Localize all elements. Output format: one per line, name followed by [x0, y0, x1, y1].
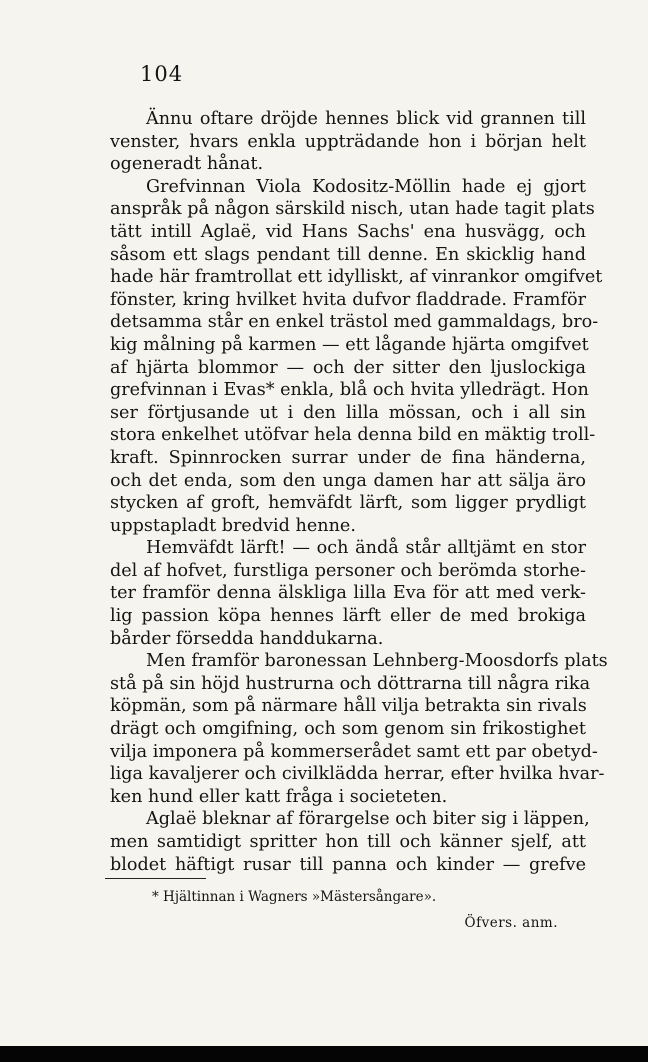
- text-line: stycken af groft, hemväfdt lärft, som ligger prydligt: [110, 493, 586, 514]
- text-line: kraft. Spinnrocken surrar under de fina händerna,: [110, 447, 586, 468]
- text-line: uppstapladt bredvid henne.: [110, 515, 356, 536]
- text-line: detsamma står en enkel trästol med gammaldags, bro-: [110, 312, 599, 333]
- text-line: tätt intill Aglaë, vid Hans Sachs' ena husvägg, och: [110, 221, 586, 242]
- text-line: ogeneradt hånat.: [110, 154, 264, 175]
- translator-note: Öfvers. anm.: [464, 915, 558, 931]
- text-line: af hjärta blommor — och der sitter den ljuslockiga: [110, 357, 586, 378]
- text-line: stora enkelhet utöfvar hela denna bild en mäktig troll-: [110, 425, 596, 446]
- scan-bottom-edge: [0, 1046, 648, 1062]
- text-line: anspråk på någon särskild nisch, utan hade tagit plats: [110, 199, 595, 220]
- text-line: Aglaë bleknar af förargelse och biter sig i läppen,: [146, 809, 590, 830]
- text-line: kig målning på karmen — ett lågande hjärta omgifvet: [110, 334, 589, 355]
- body-text: [110, 108, 608, 876]
- text-line: lig passion köpa hennes lärft eller de med brokiga: [110, 606, 586, 627]
- text-line: stå på sin höjd hustrurna och döttrarna till några rika: [110, 673, 591, 694]
- footnote-divider: [105, 878, 206, 879]
- text-line: grefvinnan i Evas* enkla, blå och hvita ylledrägt. Hon: [110, 380, 589, 401]
- text-line: blodet häftigt rusar till panna och kinder — grefve: [110, 854, 586, 875]
- text-line: Men framför baronessan Lehnberg-Moosdorfs plats: [146, 651, 608, 672]
- text-line: liga kavaljerer och civilklädda herrar, efter hvilka hvar-: [110, 764, 605, 785]
- text-line: Grefvinnan Viola Kodositz-Möllin hade ej gjort: [146, 176, 586, 197]
- text-line: bårder försedda handdukarna.: [110, 628, 384, 649]
- text-line: men samtidigt spritter hon till och känner sjelf, att: [110, 832, 586, 852]
- footnote: * Hjältinnan i Wagners »Mästersångare».: [152, 889, 437, 905]
- text-line: drägt och omgifning, och som genom sin frikostighet: [110, 719, 586, 740]
- text-line: venster, hvars enkla uppträdande hon i början helt: [110, 131, 586, 152]
- text-line: Hemväfdt lärft! — och ändå står alltjämt en stor: [146, 538, 586, 559]
- text-line: fönster, kring hvilket hvita dufvor fladdrade. Framför: [110, 289, 586, 310]
- text-line: del af hofvet, furstliga personer och berömda storhe-: [110, 560, 586, 581]
- text-line: såsom ett slags pendant till denne. En skicklig hand: [110, 244, 586, 265]
- text-line: vilja imponera på kommerserådet samt ett par obetyd-: [110, 741, 598, 762]
- page-number: 104: [140, 62, 184, 86]
- text-line: ter framför denna älskliga lilla Eva för att med verk-: [110, 583, 586, 604]
- text-line: ken hund eller katt fråga i societeten.: [110, 786, 448, 807]
- text-line: Ännu oftare dröjde hennes blick vid grannen till: [146, 109, 586, 129]
- text-line: köpmän, som på närmare håll vilja betrakta sin rivals: [110, 696, 587, 717]
- text-line: ser förtjusande ut i den lilla mössan, och i all sin: [110, 402, 586, 423]
- text-line: och det enda, som den unga damen har att sälja äro: [110, 470, 586, 491]
- text-line: hade här framtrollat ett idylliskt, af vinrankor omgifvet: [110, 267, 603, 288]
